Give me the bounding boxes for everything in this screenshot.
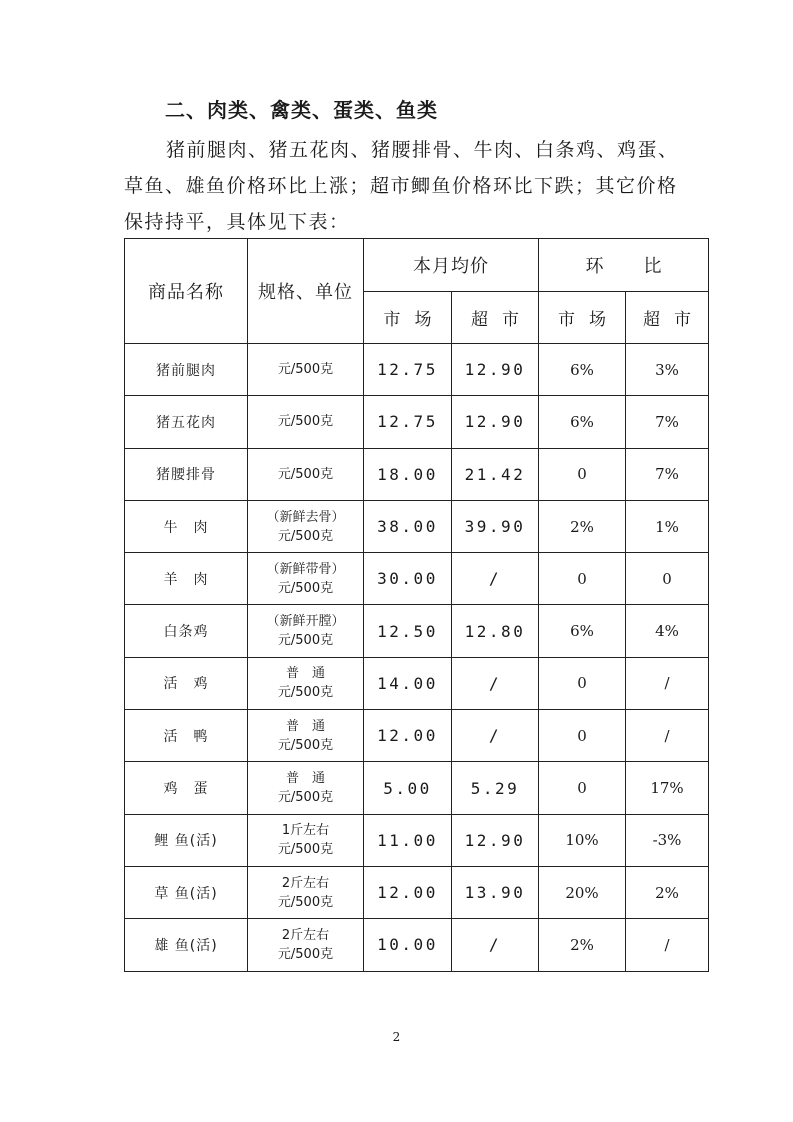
spec-detail: 普 通 (285, 771, 325, 787)
spec-detail: （新鲜带骨） (266, 561, 345, 577)
table-row (125, 814, 709, 866)
mom-supermarket-cell: 7% (626, 396, 709, 448)
item-name-cell: 羊 肉 (125, 553, 248, 605)
spec-unit: 元/500克 (277, 842, 334, 858)
spec-unit: 元/500克 (277, 528, 334, 544)
header-mom-supermarket: 超市 (626, 292, 709, 344)
item-spec-cell (248, 553, 364, 605)
market-price-cell: 12.00 (364, 866, 452, 918)
spec-detail: 2斤左右 (281, 927, 330, 943)
header-supermarket: 超市 (452, 292, 539, 344)
mom-market-cell: 0 (539, 710, 626, 762)
spec-unit: 元/500克 (277, 362, 334, 378)
supermarket-price-cell: / (452, 710, 539, 762)
item-name-cell: 鸡 蛋 (125, 762, 248, 814)
item-spec-cell (248, 814, 364, 866)
supermarket-price-cell: 12.90 (452, 396, 539, 448)
header-avg-price: 本月均价 (364, 239, 539, 292)
item-name-cell: 牛 肉 (125, 500, 248, 552)
item-spec-cell (248, 448, 364, 500)
table-row (125, 866, 709, 918)
market-price-cell: 12.75 (364, 344, 452, 396)
spec-unit: 元/500克 (277, 633, 334, 649)
table-row (125, 344, 709, 396)
table-row (125, 396, 709, 448)
item-name-cell: 草 鱼(活) (125, 866, 248, 918)
item-name-cell: 白条鸡 (125, 605, 248, 657)
item-name-cell: 雄 鱼(活) (125, 919, 248, 971)
header-spec: 规格、单位 (248, 239, 364, 344)
mom-supermarket-cell: 17% (626, 762, 709, 814)
header-mom: 环比 (539, 239, 709, 292)
mom-market-cell: 6% (539, 605, 626, 657)
supermarket-price-cell: / (452, 657, 539, 709)
spec-detail: 普 通 (285, 718, 325, 734)
section-paragraph: 猪前腿肉、猪五花肉、猪腰排骨、牛肉、白条鸡、鸡蛋、草鱼、雄鱼价格环比上涨；超市鲫鱼价格环比下跌；其它价格保持持平，具体见下表： (124, 139, 679, 233)
mom-supermarket-cell: 7% (626, 448, 709, 500)
spec-detail: （新鲜去骨） (266, 509, 345, 525)
spec-unit: 元/500克 (277, 790, 334, 806)
table-row (125, 605, 709, 657)
mom-supermarket-cell: / (626, 710, 709, 762)
mom-supermarket-cell: 0 (626, 553, 709, 605)
item-name-cell: 活 鸭 (125, 710, 248, 762)
mom-supermarket-cell: / (626, 919, 709, 971)
table-row (125, 762, 709, 814)
mom-supermarket-cell: 4% (626, 605, 709, 657)
mom-market-cell: 0 (539, 553, 626, 605)
market-price-cell: 12.50 (364, 605, 452, 657)
item-name-cell: 鲤 鱼(活) (125, 814, 248, 866)
spec-detail: （新鲜开膛） (266, 614, 345, 630)
table-header-row (125, 239, 709, 292)
header-market: 市场 (364, 292, 452, 344)
spec-detail: 2斤左右 (281, 875, 330, 891)
mom-market-cell: 0 (539, 762, 626, 814)
supermarket-price-cell: 12.90 (452, 344, 539, 396)
item-name-cell: 猪五花肉 (125, 396, 248, 448)
page-number: 2 (392, 1030, 401, 1044)
mom-market-cell: 6% (539, 396, 626, 448)
market-price-cell: 11.00 (364, 814, 452, 866)
item-spec-cell (248, 919, 364, 971)
supermarket-price-cell: 12.90 (452, 814, 539, 866)
item-name-cell: 猪前腿肉 (125, 344, 248, 396)
item-spec-cell (248, 657, 364, 709)
market-price-cell: 12.75 (364, 396, 452, 448)
market-price-cell: 30.00 (364, 553, 452, 605)
table-row (125, 553, 709, 605)
item-name-cell: 活 鸡 (125, 657, 248, 709)
table-row (125, 500, 709, 552)
item-spec-cell (248, 866, 364, 918)
header-name: 商品名称 (125, 239, 248, 344)
spec-unit: 元/500克 (277, 685, 334, 701)
item-spec-cell (248, 762, 364, 814)
supermarket-price-cell: 13.90 (452, 866, 539, 918)
table-row (125, 448, 709, 500)
mom-market-cell: 0 (539, 657, 626, 709)
mom-market-cell: 0 (539, 448, 626, 500)
mom-market-cell: 2% (539, 500, 626, 552)
market-price-cell: 5.00 (364, 762, 452, 814)
table-row (125, 657, 709, 709)
market-price-cell: 10.00 (364, 919, 452, 971)
spec-unit: 元/500克 (277, 946, 334, 962)
mom-market-cell: 10% (539, 814, 626, 866)
mom-supermarket-cell: 1% (626, 500, 709, 552)
spec-unit: 元/500克 (277, 737, 334, 753)
mom-market-cell: 6% (539, 344, 626, 396)
spec-detail: 普 通 (285, 666, 325, 682)
item-spec-cell (248, 500, 364, 552)
item-spec-cell (248, 605, 364, 657)
mom-supermarket-cell: / (626, 657, 709, 709)
mom-market-cell: 20% (539, 866, 626, 918)
mom-supermarket-cell: -3% (626, 814, 709, 866)
spec-unit: 元/500克 (277, 894, 334, 910)
market-price-cell: 14.00 (364, 657, 452, 709)
supermarket-price-cell: / (452, 553, 539, 605)
supermarket-price-cell: 39.90 (452, 500, 539, 552)
section-heading: 二、肉类、禽类、蛋类、鱼类 (165, 98, 438, 122)
supermarket-price-cell: 12.80 (452, 605, 539, 657)
spec-unit: 元/500克 (277, 414, 334, 430)
mom-market-cell: 2% (539, 919, 626, 971)
market-price-cell: 12.00 (364, 710, 452, 762)
market-price-cell: 18.00 (364, 448, 452, 500)
spec-detail: 1斤左右 (281, 823, 330, 839)
supermarket-price-cell: 21.42 (452, 448, 539, 500)
mom-supermarket-cell: 3% (626, 344, 709, 396)
price-table (124, 238, 709, 972)
table-row (125, 710, 709, 762)
item-name-cell: 猪腰排骨 (125, 448, 248, 500)
item-spec-cell (248, 710, 364, 762)
table-row (125, 919, 709, 971)
spec-unit: 元/500克 (277, 466, 334, 482)
header-mom-market: 市场 (539, 292, 626, 344)
supermarket-price-cell: 5.29 (452, 762, 539, 814)
market-price-cell: 38.00 (364, 500, 452, 552)
item-spec-cell (248, 396, 364, 448)
supermarket-price-cell: / (452, 919, 539, 971)
item-spec-cell (248, 344, 364, 396)
mom-supermarket-cell: 2% (626, 866, 709, 918)
spec-unit: 元/500克 (277, 580, 334, 596)
